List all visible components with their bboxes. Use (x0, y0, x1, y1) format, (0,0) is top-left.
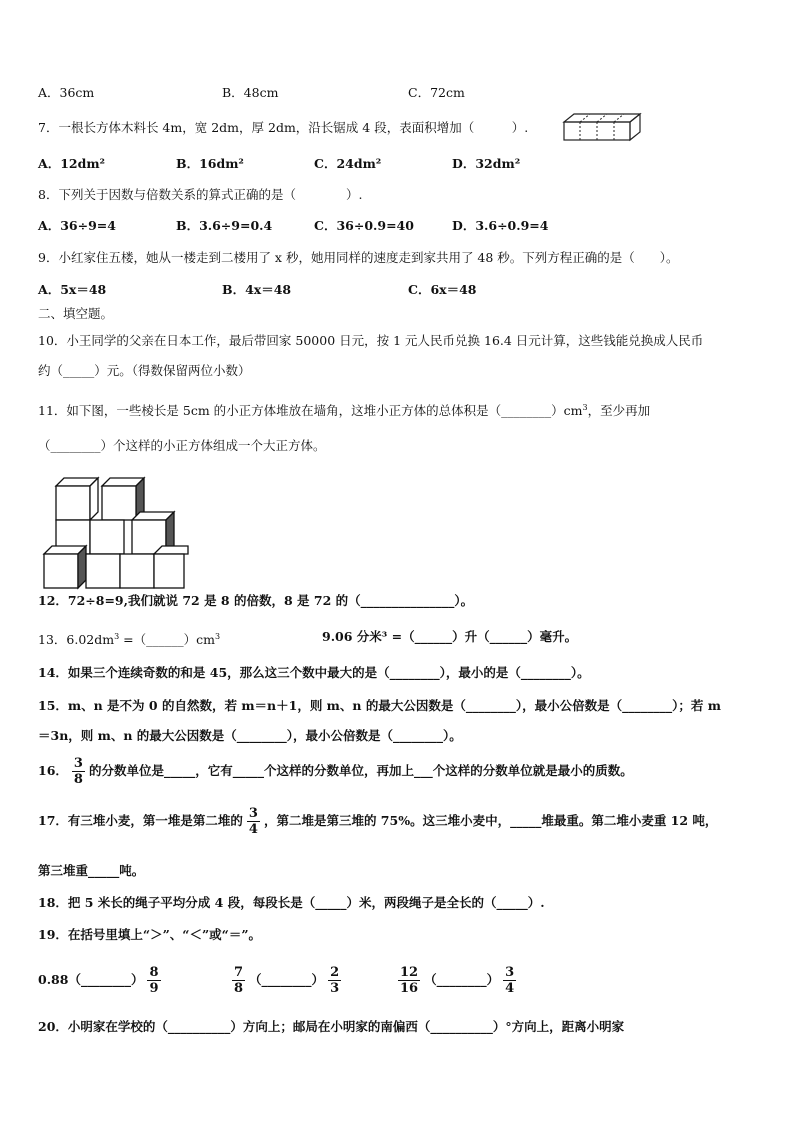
q7-option-d: D．32dm² (452, 156, 521, 171)
q17-line1 (38, 806, 717, 837)
q19-c3-blank: （________） (424, 972, 500, 987)
q8-option-c: C．36÷0.9=40 (314, 218, 414, 233)
q11-superscript: 3 (582, 403, 588, 412)
q17-fraction (247, 806, 260, 837)
numerator: 3 (505, 965, 515, 980)
q6-option-c: C．72cm (408, 85, 465, 100)
q19-c3-fraction-right (503, 965, 516, 996)
q12-text: 12．72÷8=9,我们就说 72 是 8 的倍数，8 是 72 的（_______________）。 (38, 593, 474, 608)
q6-option-a: A．36cm (38, 85, 95, 100)
numerator: 12 (400, 965, 419, 980)
q11-line1-end: ，至少再加 (587, 403, 651, 419)
wood-block-figure (560, 110, 644, 144)
q19-c1-fraction (147, 965, 160, 996)
q17-denominator: 4 (248, 822, 258, 837)
denominator: 16 (400, 981, 419, 996)
q13-part-b: 9.06 分米³ =（______）升（______）毫升。 (322, 629, 578, 644)
q17-numerator: 3 (248, 806, 258, 821)
q16-fraction (72, 756, 85, 787)
q7-option-a: A．12dm² (38, 156, 106, 171)
q9-text: 9．小红家住五楼，她从一楼走到二楼用了 x 秒，她用同样的速度走到家共用了 48 秒。下列方程正确的是（ ）。 (38, 250, 679, 265)
q16-number: 16． (38, 763, 68, 778)
q9-option-c: C．6x＝48 (408, 282, 477, 297)
q19-c1-left: 0.88（________） (38, 972, 144, 987)
denominator: 3 (330, 981, 340, 996)
q11-line1-text: 11．如下图，一些棱长是 5cm 的小正方体堆放在墙角，这堆小正方体的总体积是（________）cm (38, 403, 583, 419)
q13-a-text: 13．6.02dm (38, 632, 115, 648)
stacked-cubes-figure (40, 470, 190, 598)
q13-a-sup2: 3 (215, 632, 221, 641)
numerator: 8 (149, 965, 159, 980)
numerator: 2 (330, 965, 340, 980)
q19-c2-blank: （________） (249, 972, 325, 987)
q11-line1 (38, 399, 650, 420)
q9-option-b: B．4x＝48 (222, 282, 292, 297)
q19-c2-fraction-right (328, 965, 341, 996)
q7-option-b: B．16dm² (176, 156, 244, 171)
q20-text: 20．小明家在学校的（__________）方向上；邮局在小明家的南偏西（__________）°方向上，距离小明家 (38, 1019, 625, 1034)
q8-text: 8．下列关于因数与倍数关系的算式正确的是（ ）. (38, 187, 363, 202)
q13-part-a (38, 628, 220, 649)
q11-line2: （________）个这样的小正方体组成一个大正方体。 (38, 438, 326, 453)
denominator: 9 (149, 981, 159, 996)
q19-c2-fraction-left (232, 965, 245, 996)
q8-option-d: D．3.6÷0.9=4 (452, 218, 549, 233)
numerator: 7 (234, 965, 244, 980)
q15-line2: ＝3n，则 m、n 的最大公因数是（________），最小公倍数是（________）。 (38, 728, 462, 743)
q16-denominator: 8 (73, 772, 83, 787)
q13-a-sup: 3 (114, 632, 120, 641)
q17-text-a: 17．有三堆小麦，第一堆是第二堆的 (38, 813, 243, 828)
q16-numerator: 3 (73, 756, 83, 771)
q7-option-c: C．24dm² (314, 156, 382, 171)
q17-text-b: ，第二堆是第三堆的 75%。这三堆小麦中，_____堆最重。第二堆小麦重 12 吨， (263, 813, 718, 828)
q19-c3-fraction-left (398, 965, 420, 996)
q16-text (38, 756, 633, 787)
q8-option-a: A．36÷9=4 (38, 218, 116, 233)
q10-line1: 10．小王同学的父亲在日本工作，最后带回家 50000 日元，按 1 元人民币兑换 16.4 日元计算，这些钱能兑换成人民币 (38, 333, 704, 348)
q15-line1: 15．m、n 是不为 0 的自然数，若 m＝n＋1，则 m、n 的最大公因数是（________），最小公倍数是（________）；若 m (38, 698, 721, 713)
q9-option-a: A．5x＝48 (38, 282, 107, 297)
q19-text: 19．在括号里填上“＞”、“＜”或“＝”。 (38, 927, 262, 942)
q19-compare-1 (38, 963, 165, 997)
q17-line2: 第三堆重_____吨。 (38, 863, 145, 878)
denominator: 8 (234, 981, 244, 996)
q19-compare-2 (228, 963, 345, 997)
q8-option-b: B．3.6÷9=0.4 (176, 218, 273, 233)
q19-compare-3 (394, 963, 520, 997)
q10-line2: 约（_____）元。（得数保留两位小数） (38, 363, 251, 378)
q13-a-blank: =（______）cm (119, 632, 215, 648)
q18-text: 18．把 5 米长的绳子平均分成 4 段，每段长是（_____）米，两段绳子是全长的（_____）. (38, 895, 545, 910)
denominator: 4 (505, 981, 515, 996)
q6-option-b: B．48cm (222, 85, 279, 100)
q16-rest: 的分数单位是_____，它有_____个这样的分数单位，再加上___个这样的分数单位就是最小的质数。 (88, 763, 633, 778)
q7-text: 7．一根长方体木料长 4m，宽 2dm，厚 2dm，沿长锯成 4 段，表面积增加（ ）. (38, 120, 529, 135)
section-heading: 二、填空题。 (38, 306, 114, 321)
q14-text: 14．如果三个连续奇数的和是 45，那么这三个数中最大的是（________），最小的是（________）。 (38, 665, 590, 680)
